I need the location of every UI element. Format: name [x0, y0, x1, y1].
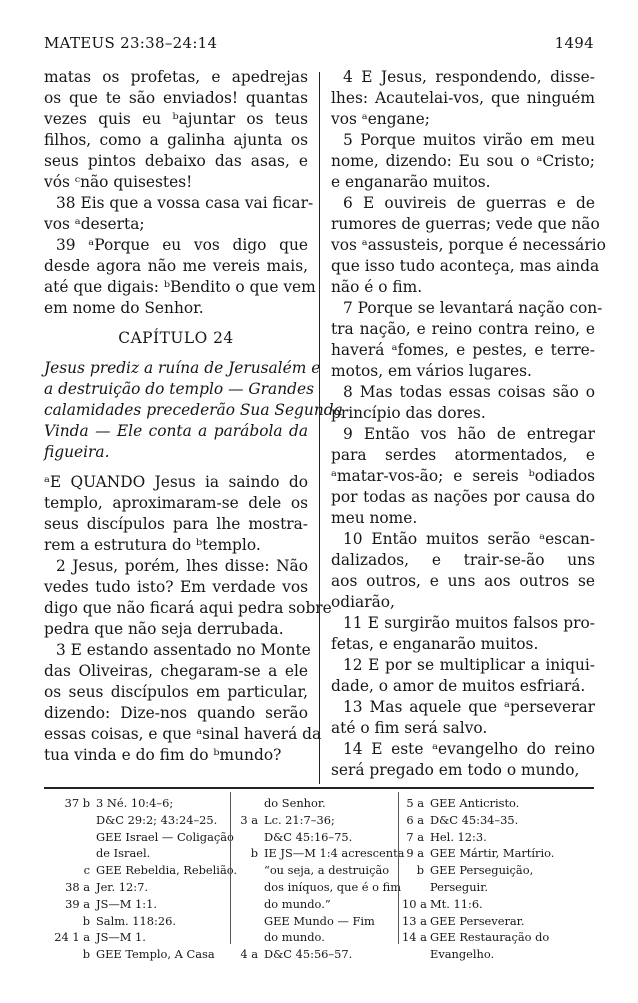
- footnote-ref: [46, 845, 96, 862]
- text-line: haverá ᵃfomes, e pestes, e terre-: [331, 341, 595, 359]
- footnote-row: [236, 829, 396, 846]
- footnote-row: [402, 845, 594, 862]
- footnote-row: [236, 913, 396, 930]
- footnote-text: do Senhor.: [264, 796, 326, 810]
- footnote-ref: [46, 829, 96, 846]
- running-header: [44, 34, 594, 56]
- footnote-row: [236, 845, 405, 862]
- text-line: será pregado em todo o mundo,: [331, 761, 580, 779]
- footnote-rule: [44, 787, 594, 789]
- text-line: rumores de guerras; vede que não: [331, 215, 600, 233]
- footnote-text: Perseguir.: [430, 879, 489, 894]
- footnote-row: [46, 862, 238, 879]
- text-line: os seus discípulos em particular,: [44, 683, 308, 701]
- footnote-ref: 39 a: [65, 896, 90, 911]
- footnote-row: [236, 795, 396, 812]
- text-line: princípio das dores.: [331, 404, 486, 422]
- footnote-ref: [236, 913, 264, 930]
- footnote-ref: [236, 929, 264, 946]
- text-line: rem a estrutura do ᵇtemplo.: [44, 536, 261, 554]
- footnote-text: Evangelho.: [430, 947, 495, 962]
- footnote-text: GEE Mártir, Martírio.: [430, 846, 555, 861]
- text-line: a destruição do templo — Grandes: [44, 380, 314, 398]
- footnote-ref: c: [83, 863, 90, 878]
- footnote-ref: [236, 829, 264, 846]
- text-line: vós ᶜnão quisestes!: [44, 173, 193, 191]
- text-line: odiarão,: [331, 593, 395, 611]
- footnote-text: JS—M 1:1.: [96, 896, 157, 911]
- text-line: seus pintos debaixo das asas, e: [44, 152, 308, 170]
- text-line: tra nação, e reino contra reino, e: [331, 320, 595, 338]
- text-line: lhes: Acautelai-vos, que ninguém: [331, 89, 595, 107]
- text-line: por todas as nações por causa do: [331, 488, 595, 506]
- text-line: 38 Eis que a vossa casa vai ficar-: [56, 194, 314, 212]
- footnote-row: [402, 829, 594, 846]
- text-line: desde agora não me vereis mais,: [44, 257, 308, 275]
- text-line: digo que não ficará aqui pedra sobre: [44, 599, 332, 617]
- footnote-ref: [402, 879, 430, 896]
- footnote-text: D&C 45:16–75.: [264, 829, 353, 844]
- footnote-text: Jer. 12:7.: [96, 879, 148, 894]
- text-line: 4 E Jesus, respondendo, disse-: [343, 68, 595, 86]
- text-line: pedra que não seja derrubada.: [44, 620, 284, 638]
- footnote-ref: [236, 862, 264, 879]
- footnote-ref: [46, 812, 96, 829]
- text-line: 13 Mas aquele que ᵃperseverar: [343, 698, 595, 716]
- footnote-ref: [236, 795, 264, 812]
- footnote-row: [46, 913, 226, 930]
- text-line: 5 Porque muitos virão em meu: [343, 131, 595, 149]
- text-line: não é o fim.: [331, 278, 423, 296]
- footnote-text: GEE Mundo — Fim: [264, 913, 375, 928]
- footnote-row: [236, 879, 402, 896]
- footnote-ref: [402, 946, 430, 963]
- footnote-ref: 24 1 a: [54, 930, 90, 945]
- footnote-row: [236, 812, 396, 829]
- footnote-row: [402, 812, 594, 829]
- footnote-text: de Israel.: [96, 846, 151, 861]
- footnote-row: [236, 896, 396, 913]
- text-line: em nome do Senhor.: [44, 299, 204, 317]
- text-line: vezes quis eu ᵇajuntar os teus: [44, 110, 308, 128]
- footnote-text: 3 Né. 10:4–6;: [96, 796, 174, 810]
- footnote-text: do mundo.: [264, 930, 325, 945]
- footnote-ref: 37 b: [64, 796, 90, 810]
- footnote-text: GEE Anticristo.: [430, 796, 520, 810]
- footnote-text: do mundo.”: [264, 896, 331, 911]
- text-line: 9 Então vos hão de entregar: [343, 425, 595, 443]
- page-number: 1494: [554, 34, 594, 52]
- chapter-summary: [44, 358, 343, 463]
- footnote-ref: 38 a: [65, 879, 90, 894]
- footnote-row: [46, 879, 226, 896]
- footnote-row: [46, 946, 226, 963]
- footnote-ref: b: [250, 846, 258, 861]
- text-line: 12 E por se multiplicar a iniqui-: [343, 656, 595, 674]
- footnote-ref: 14 a: [402, 930, 427, 945]
- footnote-row: [236, 862, 396, 879]
- text-line: 39 ᵃPorque eu vos digo que: [56, 236, 308, 254]
- text-line: dizendo: Dize-nos quando serão: [44, 704, 308, 722]
- footnote-divider: [230, 792, 231, 944]
- footnote-ref: 9 a: [406, 846, 424, 861]
- text-line: 10 Então muitos serão ᵃescan-: [343, 530, 595, 548]
- footnote-row: [402, 862, 594, 879]
- text-line: ᵃE QUANDO Jesus ia saindo do: [44, 473, 308, 491]
- text-line: das Oliveiras, chegaram-se a ele: [44, 662, 308, 680]
- text-line: vos ᵃengane;: [331, 110, 430, 128]
- footnote-ref: b: [416, 863, 424, 878]
- footnote-row: [46, 795, 226, 812]
- footnote-row: [46, 829, 234, 846]
- footnote-text: dos iníquos, que é o fim: [264, 879, 402, 894]
- text-line: vedes tudo isto? Em verdade vos: [44, 578, 308, 596]
- footnote-text: D&C 45:34–35.: [430, 812, 519, 827]
- text-line: motos, em vários lugares.: [331, 362, 532, 380]
- text-line: templo, aproximaram-se dele os: [44, 494, 308, 512]
- footnote-row: [236, 929, 396, 946]
- footnote-text: Lc. 21:7–36;: [264, 812, 335, 827]
- footnotes-column-3: [402, 795, 594, 963]
- footnote-row: [236, 946, 396, 963]
- text-line: e enganarão muitos.: [331, 173, 491, 191]
- text-line: meu nome.: [331, 509, 418, 527]
- left-verses-top: [44, 67, 316, 319]
- footnote-row: [46, 896, 226, 913]
- footnote-text: GEE Perseverar.: [430, 913, 525, 928]
- footnote-ref: 7 a: [406, 829, 424, 844]
- text-line: 8 Mas todas essas coisas são o: [343, 383, 595, 401]
- text-line: seus discípulos para lhe mostra-: [44, 515, 308, 533]
- text-line: até que digais: ᵇBendito o que vem: [44, 278, 316, 296]
- text-line: para serdes atormentados, e: [331, 446, 595, 464]
- left-verses-bottom: [44, 472, 332, 766]
- footnotes-column-2: [236, 795, 405, 963]
- footnote-ref: [236, 879, 264, 896]
- text-line: aos outros, e uns aos outros se: [331, 572, 595, 590]
- footnote-row: [402, 946, 594, 963]
- footnote-text: Mt. 11:6.: [430, 896, 483, 911]
- footnote-text: IE JS—M 1:4 acrescenta: [264, 846, 405, 861]
- chapter-title: CAPÍTULO 24: [118, 329, 234, 347]
- text-line: Vinda — Ele conta a parábola da: [44, 422, 308, 440]
- footnote-ref: 5 a: [406, 796, 424, 810]
- footnote-row: [46, 929, 226, 946]
- footnote-ref: 3 a: [240, 812, 258, 827]
- footnote-text: Hel. 12:3.: [430, 829, 487, 844]
- footnote-ref: [236, 896, 264, 913]
- footnote-ref: b: [82, 947, 90, 962]
- footnote-text: D&C 45:56–57.: [264, 947, 353, 962]
- footnote-ref: 4 a: [240, 947, 258, 962]
- footnote-text: GEE Israel — Coligação: [96, 829, 234, 844]
- text-line: 14 E este ᵃevangelho do reino: [343, 740, 595, 758]
- footnote-ref: 10 a: [402, 896, 427, 911]
- text-line: figueira.: [44, 443, 110, 461]
- text-line: calamidades precederão Sua Segunda: [44, 401, 343, 419]
- text-line: 2 Jesus, porém, lhes disse: Não: [56, 557, 308, 575]
- text-line: os que te são enviados! quantas: [44, 89, 308, 107]
- footnote-text: “ou seja, a destruição: [264, 863, 390, 878]
- footnote-row: [402, 929, 594, 946]
- text-line: vos ᵃassusteis, porque é necessário: [331, 236, 606, 254]
- footnote-text: GEE Perseguição,: [430, 863, 534, 878]
- footnote-ref: 13 a: [402, 913, 427, 928]
- footnote-text: D&C 29:2; 43:24–25.: [96, 812, 218, 827]
- footnote-text: GEE Restauração do: [430, 930, 550, 945]
- text-line: nome, dizendo: Eu sou o ᵃCristo;: [331, 152, 595, 170]
- book-reference: MATEUS 23:38–24:14: [44, 34, 218, 52]
- text-line: filhos, como a galinha ajunta os: [44, 131, 308, 149]
- column-divider: [319, 72, 320, 784]
- footnote-row: [46, 812, 226, 829]
- text-line: 11 E surgirão muitos falsos pro-: [343, 614, 595, 632]
- footnote-row: [402, 896, 594, 913]
- footnote-ref: 6 a: [406, 812, 424, 827]
- text-line: 6 E ouvireis de guerras e de: [343, 194, 595, 212]
- text-line: dalizados, e trair-se-ão uns: [331, 551, 595, 569]
- text-line: tua vinda e do fim do ᵇmundo?: [44, 746, 282, 764]
- footnote-row: [46, 845, 226, 862]
- text-line: dade, o amor de muitos esfriará.: [331, 677, 586, 695]
- right-column: [331, 67, 606, 781]
- left-column: [44, 67, 343, 766]
- text-line: até o fim será salvo.: [331, 719, 488, 737]
- text-line: essas coisas, e que ᵃsinal haverá da: [44, 725, 322, 743]
- footnotes-column-1: [46, 795, 238, 963]
- footnote-divider: [398, 792, 399, 944]
- text-line: matas os profetas, e apedrejas: [44, 68, 308, 86]
- text-line: ᵃmatar-vos-ão; e sereis ᵇodiados: [331, 467, 595, 485]
- footnote-text: GEE Rebeldia, Rebelião.: [96, 863, 238, 878]
- footnote-text: JS—M 1.: [96, 930, 146, 945]
- right-verses: [331, 67, 606, 781]
- footnote-row: [402, 913, 594, 930]
- footnote-ref: b: [82, 913, 90, 928]
- footnote-row: [402, 879, 594, 896]
- text-line: 7 Porque se levantará nação con-: [343, 299, 603, 317]
- footnote-text: Salm. 118:26.: [96, 913, 176, 928]
- text-line: que isso tudo aconteça, mas ainda: [331, 257, 600, 275]
- footnote-row: [402, 795, 594, 812]
- text-line: 3 E estando assentado no Monte: [56, 641, 311, 659]
- footnote-text: GEE Templo, A Casa: [96, 947, 215, 962]
- text-line: Jesus prediz a ruína de Jerusalém e: [44, 359, 321, 377]
- text-line: vos ᵃdeserta;: [44, 215, 145, 233]
- text-line: fetas, e enganarão muitos.: [331, 635, 539, 653]
